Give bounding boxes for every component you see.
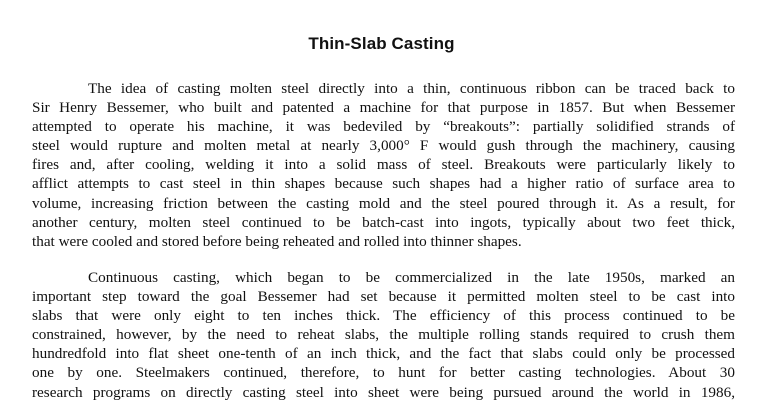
paragraph-line: attempted to operate his machine, it was bedeviled by “breakouts”: partially solidified strands of — [32, 118, 735, 136]
paragraph-line: one by one. Steelmakers continued, therefore, to hunt for better casting technologies. About 30 — [32, 364, 735, 382]
paragraph-line: important step toward the goal Bessemer had set because it permitted molten steel to be cast into — [32, 288, 735, 306]
paragraph-line: afflict attempts to cast steel in thin shapes because such shapes had a higher ratio of surface area to — [32, 175, 735, 193]
page-title: Thin-Slab Casting — [308, 34, 455, 53]
paragraph-line: research programs on directly casting steel into sheet were being pursued around the world in 1986, — [32, 383, 735, 401]
paragraph-line: fires and, after cooling, welding it into a solid mass of steel. Breakouts were particularly likely to — [32, 156, 735, 174]
paragraph-line: slabs that were only eight to ten inches thick. The efficiency of this process continued to be — [32, 307, 735, 325]
paragraph-line: The idea of casting molten steel directly into a thin, continuous ribbon can be traced back to — [88, 80, 735, 97]
paragraph-line: steel would rupture and molten metal at nearly 3,000° F would gush through the machinery, causing — [32, 137, 735, 155]
paragraph-line: that were cooled and stored before being reheated and rolled into thinner shapes. — [32, 232, 522, 250]
paragraph-line: hundredfold into flat sheet one-tenth of an inch thick, and the fact that slabs could only be processed — [32, 345, 735, 363]
paragraph-line: Sir Henry Bessemer, who built and patented a machine for that purpose in 1857. But when Bessemer — [32, 99, 735, 117]
paragraph-line: volume, increasing friction between the casting mold and the steel poured through it. As a result, for — [32, 194, 735, 212]
paragraph-line: another century, molten steel continued to be batch-cast into ingots, typically about two feet thick, — [32, 213, 735, 231]
paragraph-line: constrained, however, by the need to reheat slabs, the multiple rolling stands required to crush them — [32, 326, 735, 344]
paragraph-line: Continuous casting, which began to be commercialized in the late 1950s, marked an — [88, 269, 735, 286]
paragraph-2 — [32, 268, 735, 402]
paragraph-1 — [32, 79, 735, 251]
